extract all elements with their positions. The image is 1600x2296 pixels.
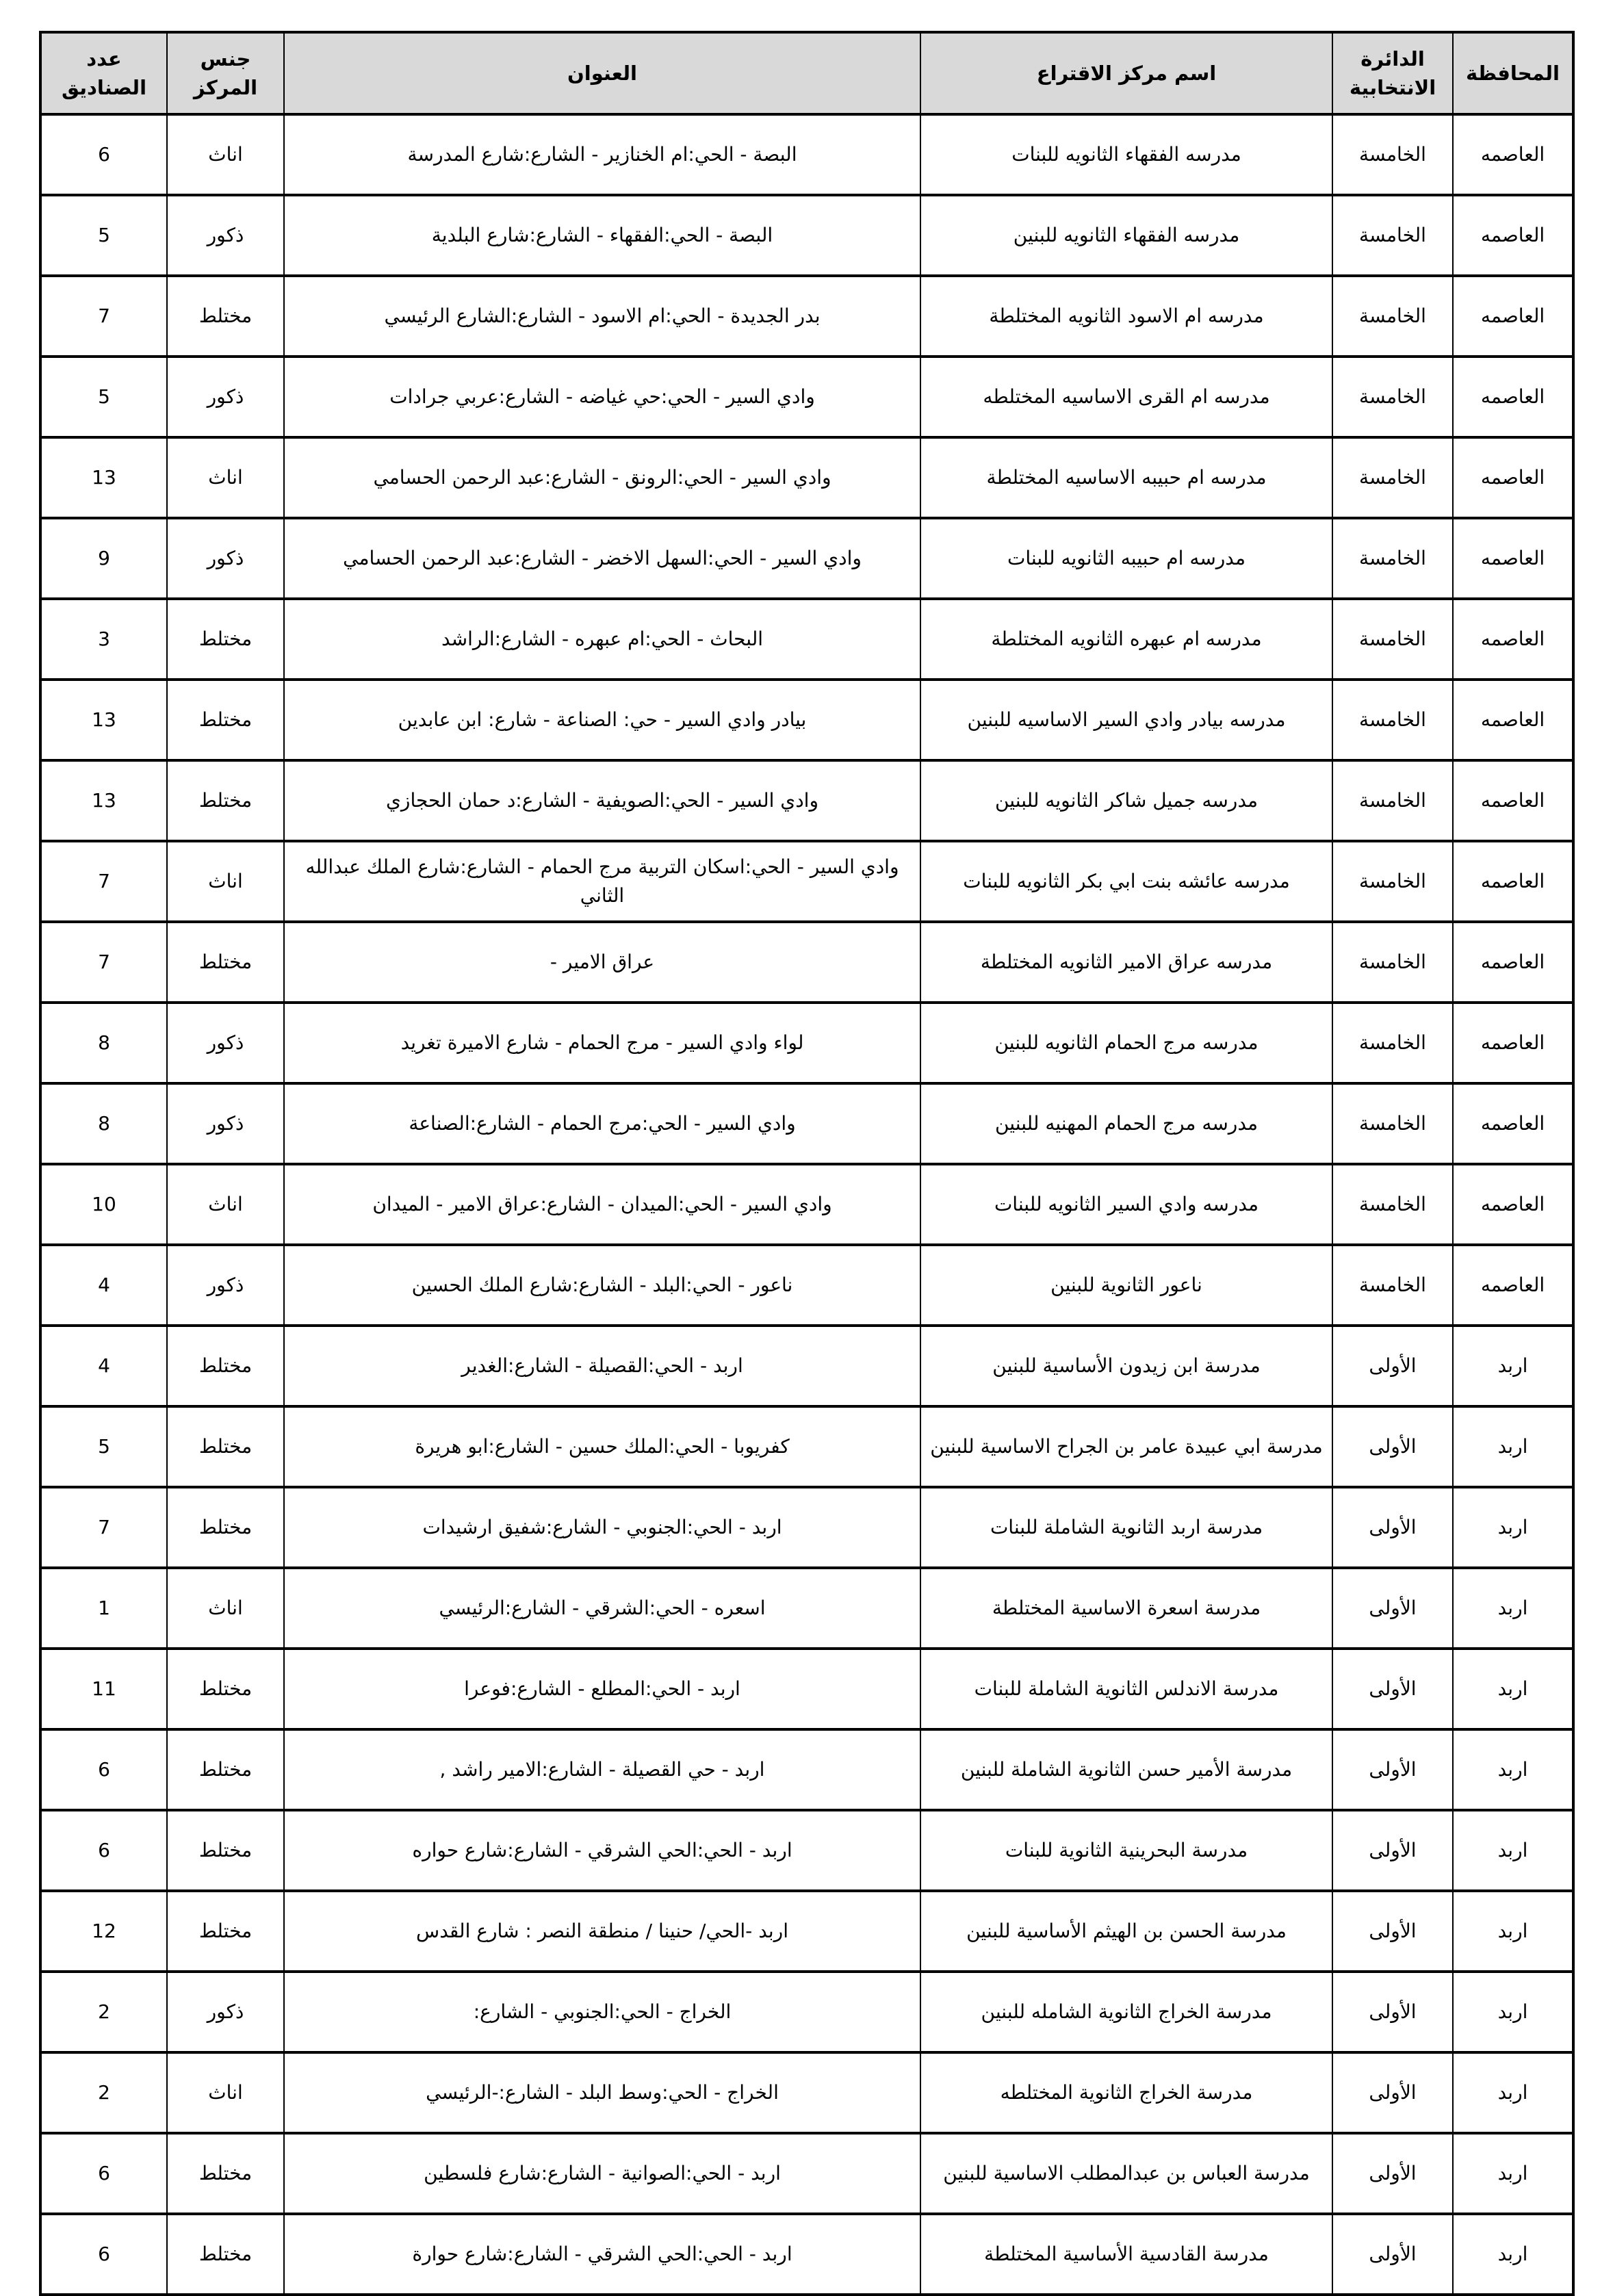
center-name-cell: مدرسه الفقهاء الثانويه للبنات xyxy=(920,114,1332,195)
address-cell: الخراج - الحي:وسط البلد - الشارع:-الرئيسي xyxy=(284,2052,920,2133)
boxes-count-cell: 1 xyxy=(40,1568,167,1649)
governorate-cell: اربد xyxy=(1453,1326,1573,1406)
table-row xyxy=(40,1003,1573,1083)
table-row xyxy=(40,2052,1573,2133)
governorate-cell: العاصمه xyxy=(1453,276,1573,357)
governorate-cell: العاصمه xyxy=(1453,922,1573,1003)
district-cell: الخامسة xyxy=(1332,841,1453,922)
address-cell: البصة - الحي:ام الخنازير - الشارع:شارع المدرسة xyxy=(284,114,920,195)
center-gender-cell: مختلط xyxy=(167,680,284,760)
center-gender-cell: مختلط xyxy=(167,1891,284,1972)
table-row xyxy=(40,1649,1573,1729)
district-cell: الخامسة xyxy=(1332,1083,1453,1164)
center-gender-cell: ذكور xyxy=(167,1083,284,1164)
center-name-cell: مدرسة القادسية الأساسية المختلطة xyxy=(920,2214,1332,2295)
address-cell: اربد - الحي:المطلع - الشارع:فوعرا xyxy=(284,1649,920,1729)
address-cell: اربد - حي القصيلة - الشارع:الامير راشد , xyxy=(284,1729,920,1810)
district-cell: الخامسة xyxy=(1332,760,1453,841)
boxes-count-cell: 6 xyxy=(40,1810,167,1891)
center-name-cell: مدرسة ابي عبيدة عامر بن الجراح الاساسية للبنين xyxy=(920,1406,1332,1487)
center-gender-cell: مختلط xyxy=(167,276,284,357)
center-gender-cell: ذكور xyxy=(167,518,284,599)
boxes-count-cell: 2 xyxy=(40,1972,167,2052)
center-name-cell: مدرسة الاندلس الثانوية الشاملة للبنات xyxy=(920,1649,1332,1729)
table-row xyxy=(40,922,1573,1003)
boxes-count-cell: 3 xyxy=(40,599,167,680)
center-gender-cell: مختلط xyxy=(167,1406,284,1487)
district-cell: الخامسة xyxy=(1332,437,1453,518)
boxes-count-cell: 5 xyxy=(40,357,167,437)
center-gender-cell: مختلط xyxy=(167,1810,284,1891)
center-name-cell: مدرسه جميل شاكر الثانويه للبنين xyxy=(920,760,1332,841)
table-row xyxy=(40,1891,1573,1972)
table-row xyxy=(40,1083,1573,1164)
district-cell: الخامسة xyxy=(1332,680,1453,760)
center-name-cell: مدرسه وادي السير الثانويه للبنات xyxy=(920,1164,1332,1245)
address-cell: وادي السير - الحي:الصويفية - الشارع:د حمان الحجازي xyxy=(284,760,920,841)
address-cell: بدر الجديدة - الحي:ام الاسود - الشارع:الشارع الرئيسي xyxy=(284,276,920,357)
boxes-count-cell: 12 xyxy=(40,1891,167,1972)
center-name-cell: مدرسه عراق الامير الثانويه المختلطة xyxy=(920,922,1332,1003)
boxes-count-cell: 13 xyxy=(40,680,167,760)
address-cell: وادي السير - الحي:اسكان التربية مرج الحمام - الشارع:شارع الملك عبدالله الثاني xyxy=(284,841,920,922)
district-cell: الخامسة xyxy=(1332,599,1453,680)
polling-centers-table xyxy=(39,31,1575,2296)
center-gender-cell: اناث xyxy=(167,841,284,922)
boxes-count-cell: 5 xyxy=(40,1406,167,1487)
center-name-cell: مدرسة اربد الثانوية الشاملة للبنات xyxy=(920,1487,1332,1568)
center-gender-cell: مختلط xyxy=(167,1487,284,1568)
center-gender-cell: مختلط xyxy=(167,922,284,1003)
governorate-cell: العاصمه xyxy=(1453,1245,1573,1326)
table-row xyxy=(40,1568,1573,1649)
district-cell: الأولى xyxy=(1332,1487,1453,1568)
center-name-cell: مدرسه مرج الحمام الثانويه للبنين xyxy=(920,1003,1332,1083)
center-name-cell: مدرسه ام حبيبه الاساسيه المختلطة xyxy=(920,437,1332,518)
boxes-count-cell: 6 xyxy=(40,1729,167,1810)
center-name-cell: مدرسه ام القرى الاساسيه المختلطه xyxy=(920,357,1332,437)
address-cell: ناعور - الحي:البلد - الشارع:شارع الملك الحسين xyxy=(284,1245,920,1326)
governorate-cell: العاصمه xyxy=(1453,195,1573,276)
table-row xyxy=(40,841,1573,922)
boxes-count-cell: 6 xyxy=(40,2214,167,2295)
center-gender-cell: مختلط xyxy=(167,2133,284,2214)
governorate-cell: اربد xyxy=(1453,1729,1573,1810)
header-district: الدائرة الانتخابية xyxy=(1332,32,1453,114)
governorate-cell: العاصمه xyxy=(1453,114,1573,195)
table-header xyxy=(40,32,1573,114)
boxes-count-cell: 6 xyxy=(40,114,167,195)
header-address: العنوان xyxy=(284,32,920,114)
governorate-cell: العاصمه xyxy=(1453,680,1573,760)
address-cell: وادي السير - الحي:الرونق - الشارع:عبد الرحمن الحسامي xyxy=(284,437,920,518)
district-cell: الأولى xyxy=(1332,1891,1453,1972)
table-row xyxy=(40,518,1573,599)
address-cell: عراق الامير - xyxy=(284,922,920,1003)
address-cell: اسعره - الحي:الشرقي - الشارع:الرئيسي xyxy=(284,1568,920,1649)
boxes-count-cell: 4 xyxy=(40,1326,167,1406)
governorate-cell: اربد xyxy=(1453,1810,1573,1891)
center-gender-cell: ذكور xyxy=(167,195,284,276)
center-name-cell: مدرسه ام عبهره الثانويه المختلطة xyxy=(920,599,1332,680)
district-cell: الأولى xyxy=(1332,2214,1453,2295)
center-gender-cell: اناث xyxy=(167,2052,284,2133)
table-row xyxy=(40,1326,1573,1406)
boxes-count-cell: 5 xyxy=(40,195,167,276)
governorate-cell: العاصمه xyxy=(1453,1003,1573,1083)
governorate-cell: العاصمه xyxy=(1453,518,1573,599)
center-name-cell: مدرسة الخراج الثانوية المختلطه xyxy=(920,2052,1332,2133)
center-gender-cell: مختلط xyxy=(167,1649,284,1729)
governorate-cell: العاصمه xyxy=(1453,437,1573,518)
district-cell: الخامسة xyxy=(1332,276,1453,357)
boxes-count-cell: 2 xyxy=(40,2052,167,2133)
address-cell: اربد - الحي:الجنوبي - الشارع:شفيق ارشيدات xyxy=(284,1487,920,1568)
boxes-count-cell: 13 xyxy=(40,760,167,841)
boxes-count-cell: 6 xyxy=(40,2133,167,2214)
district-cell: الأولى xyxy=(1332,1729,1453,1810)
governorate-cell: العاصمه xyxy=(1453,599,1573,680)
table-row xyxy=(40,1406,1573,1487)
boxes-count-cell: 8 xyxy=(40,1003,167,1083)
address-cell: وادي السير - الحي:حي غياضه - الشارع:عربي جرادات xyxy=(284,357,920,437)
boxes-count-cell: 7 xyxy=(40,1487,167,1568)
table-row xyxy=(40,1729,1573,1810)
boxes-count-cell: 10 xyxy=(40,1164,167,1245)
boxes-count-cell: 4 xyxy=(40,1245,167,1326)
address-cell: اربد - الحي:الحي الشرقي - الشارع:شارع حوارة xyxy=(284,2214,920,2295)
header-center-name: اسم مركز الاقتراع xyxy=(920,32,1332,114)
boxes-count-cell: 8 xyxy=(40,1083,167,1164)
governorate-cell: العاصمه xyxy=(1453,1083,1573,1164)
governorate-cell: اربد xyxy=(1453,2052,1573,2133)
table-row xyxy=(40,1810,1573,1891)
address-cell: الخراج - الحي:الجنوبي - الشارع: xyxy=(284,1972,920,2052)
boxes-count-cell: 9 xyxy=(40,518,167,599)
center-gender-cell: ذكور xyxy=(167,1972,284,2052)
center-name-cell: مدرسة العباس بن عبدالمطلب الاساسية للبنين xyxy=(920,2133,1332,2214)
governorate-cell: اربد xyxy=(1453,1972,1573,2052)
district-cell: الخامسة xyxy=(1332,195,1453,276)
address-cell: بيادر وادي السير - حي: الصناعة - شارع: ابن عابدين xyxy=(284,680,920,760)
district-cell: الأولى xyxy=(1332,1568,1453,1649)
boxes-count-cell: 11 xyxy=(40,1649,167,1729)
table-row xyxy=(40,1245,1573,1326)
table-row xyxy=(40,1972,1573,2052)
district-cell: الخامسة xyxy=(1332,518,1453,599)
district-cell: الأولى xyxy=(1332,1649,1453,1729)
governorate-cell: العاصمه xyxy=(1453,760,1573,841)
district-cell: الأولى xyxy=(1332,1406,1453,1487)
governorate-cell: اربد xyxy=(1453,1406,1573,1487)
address-cell: وادي السير - الحي:مرج الحمام - الشارع:الصناعة xyxy=(284,1083,920,1164)
table-row xyxy=(40,599,1573,680)
center-name-cell: مدرسة البحرينية الثانوية للبنات xyxy=(920,1810,1332,1891)
address-cell: البحاث - الحي:ام عبهره - الشارع:الراشد xyxy=(284,599,920,680)
governorate-cell: العاصمه xyxy=(1453,357,1573,437)
governorate-cell: اربد xyxy=(1453,2214,1573,2295)
center-gender-cell: مختلط xyxy=(167,760,284,841)
address-cell: كفريوبا - الحي:الملك حسين - الشارع:ابو هريرة xyxy=(284,1406,920,1487)
header-governorate: المحافظة xyxy=(1453,32,1573,114)
center-name-cell: مدرسه مرج الحمام المهنيه للبنين xyxy=(920,1083,1332,1164)
center-name-cell: مدرسة اسعرة الاساسية المختلطة xyxy=(920,1568,1332,1649)
governorate-cell: اربد xyxy=(1453,1891,1573,1972)
address-cell: اربد - الحي:الصوانية - الشارع:شارع فلسطين xyxy=(284,2133,920,2214)
center-gender-cell: اناث xyxy=(167,437,284,518)
center-gender-cell: ذكور xyxy=(167,1003,284,1083)
address-cell: وادي السير - الحي:السهل الاخضر - الشارع:عبد الرحمن الحسامي xyxy=(284,518,920,599)
district-cell: الأولى xyxy=(1332,1810,1453,1891)
table-row xyxy=(40,680,1573,760)
center-gender-cell: مختلط xyxy=(167,1326,284,1406)
address-cell: لواء وادي السير - مرج الحمام - شارع الاميرة تغريد xyxy=(284,1003,920,1083)
address-cell: وادي السير - الحي:الميدان - الشارع:عراق الامير - الميدان xyxy=(284,1164,920,1245)
district-cell: الخامسة xyxy=(1332,114,1453,195)
boxes-count-cell: 7 xyxy=(40,841,167,922)
header-boxes-count: عدد الصناديق xyxy=(40,32,167,114)
table-row xyxy=(40,437,1573,518)
district-cell: الخامسة xyxy=(1332,922,1453,1003)
center-name-cell: مدرسة الأمير حسن الثانوية الشاملة للبنين xyxy=(920,1729,1332,1810)
table-row xyxy=(40,114,1573,195)
center-name-cell: ناعور الثانوية للبنين xyxy=(920,1245,1332,1326)
center-name-cell: مدرسه ام الاسود الثانويه المختلطة xyxy=(920,276,1332,357)
center-gender-cell: مختلط xyxy=(167,1729,284,1810)
center-name-cell: مدرسة الحسن بن الهيثم الأساسية للبنين xyxy=(920,1891,1332,1972)
governorate-cell: العاصمه xyxy=(1453,1164,1573,1245)
governorate-cell: اربد xyxy=(1453,1649,1573,1729)
center-gender-cell: ذكور xyxy=(167,1245,284,1326)
center-name-cell: مدرسة ابن زيدون الأساسية للبنين xyxy=(920,1326,1332,1406)
table-body xyxy=(40,114,1573,2295)
governorate-cell: اربد xyxy=(1453,1487,1573,1568)
district-cell: الأولى xyxy=(1332,2133,1453,2214)
center-gender-cell: مختلط xyxy=(167,599,284,680)
district-cell: الأولى xyxy=(1332,1972,1453,2052)
address-cell: البصة - الحي:الفقهاء - الشارع:شارع البلدية xyxy=(284,195,920,276)
table-row xyxy=(40,760,1573,841)
governorate-cell: العاصمه xyxy=(1453,841,1573,922)
district-cell: الأولى xyxy=(1332,1326,1453,1406)
address-cell: اربد -الحي/ حنينا / منطقة النصر : شارع القدس xyxy=(284,1891,920,1972)
boxes-count-cell: 13 xyxy=(40,437,167,518)
table-row xyxy=(40,195,1573,276)
table-row xyxy=(40,276,1573,357)
district-cell: الأولى xyxy=(1332,2052,1453,2133)
center-name-cell: مدرسه عائشه بنت ابي بكر الثانويه للبنات xyxy=(920,841,1332,922)
governorate-cell: اربد xyxy=(1453,2133,1573,2214)
table-row xyxy=(40,357,1573,437)
table-row xyxy=(40,2133,1573,2214)
center-name-cell: مدرسه ام حبيبه الثانويه للبنات xyxy=(920,518,1332,599)
center-gender-cell: اناث xyxy=(167,1568,284,1649)
district-cell: الخامسة xyxy=(1332,1003,1453,1083)
center-name-cell: مدرسه الفقهاء الثانويه للبنين xyxy=(920,195,1332,276)
center-gender-cell: اناث xyxy=(167,114,284,195)
address-cell: اربد - الحي:الحي الشرقي - الشارع:شارع حواره xyxy=(284,1810,920,1891)
header-center-gender: جنس المركز xyxy=(167,32,284,114)
district-cell: الخامسة xyxy=(1332,1164,1453,1245)
center-gender-cell: مختلط xyxy=(167,2214,284,2295)
table-row xyxy=(40,1164,1573,1245)
center-name-cell: مدرسة الخراج الثانوية الشامله للبنين xyxy=(920,1972,1332,2052)
governorate-cell: اربد xyxy=(1453,1568,1573,1649)
center-name-cell: مدرسه بيادر وادي السير الاساسيه للبنين xyxy=(920,680,1332,760)
district-cell: الخامسة xyxy=(1332,357,1453,437)
center-gender-cell: اناث xyxy=(167,1164,284,1245)
boxes-count-cell: 7 xyxy=(40,922,167,1003)
center-gender-cell: ذكور xyxy=(167,357,284,437)
district-cell: الخامسة xyxy=(1332,1245,1453,1326)
boxes-count-cell: 7 xyxy=(40,276,167,357)
header-row xyxy=(40,32,1573,114)
table-row xyxy=(40,2214,1573,2295)
table-row xyxy=(40,1487,1573,1568)
address-cell: اربد - الحي:القصيلة - الشارع:الغدير xyxy=(284,1326,920,1406)
